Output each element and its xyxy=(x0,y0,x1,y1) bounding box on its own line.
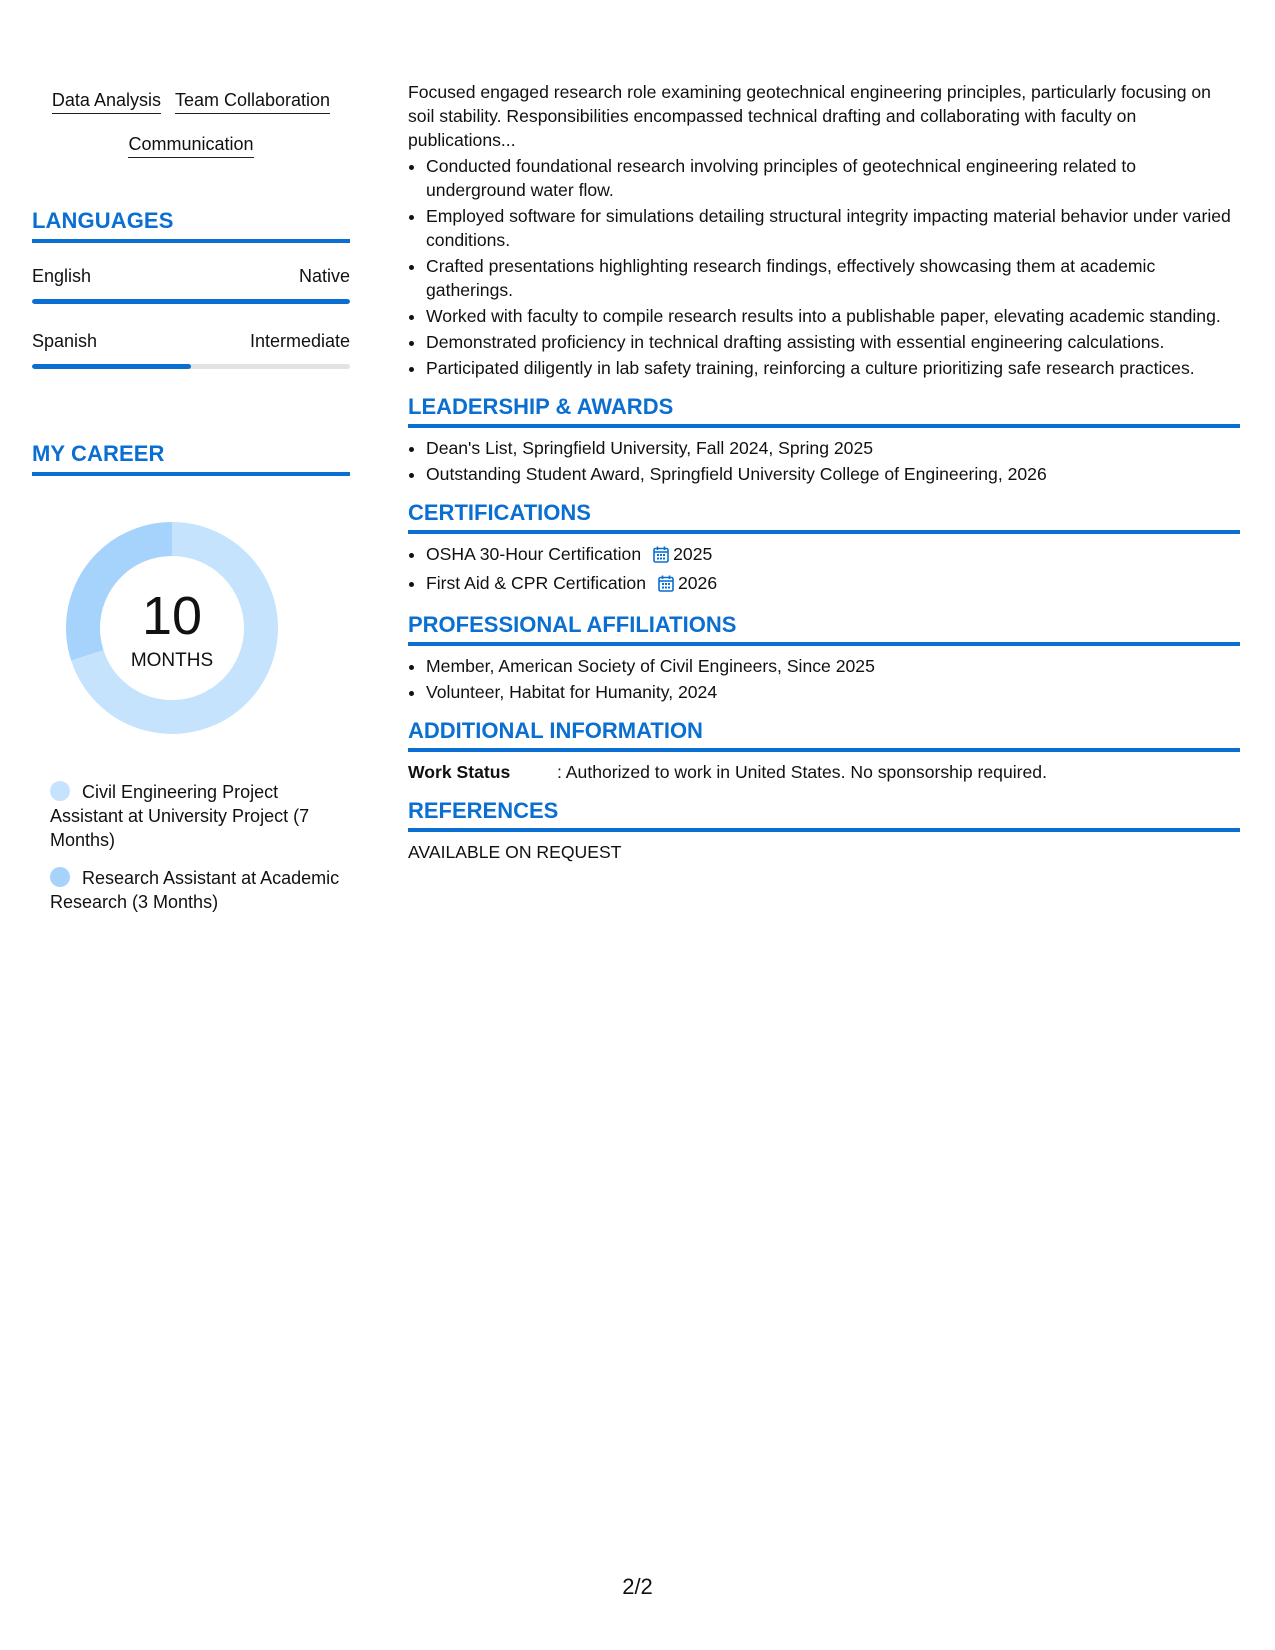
legend-dot xyxy=(50,867,70,887)
language-name: English xyxy=(32,266,92,286)
page-number: 2/2 xyxy=(622,1574,653,1599)
list-item: • Demonstrated proficiency in technical drafting assisting with essential engineering calculations. xyxy=(426,330,1240,354)
legend-item xyxy=(50,780,350,852)
list-item: • Conducted foundational research involving principles of geotechnical engineering related to underground water flow. xyxy=(426,154,1240,202)
language-name: Spanish xyxy=(32,331,98,351)
language-item xyxy=(32,265,350,304)
certification-name: OSHA 30-Hour Certification xyxy=(426,544,642,564)
certifications-heading: CERTIFICATIONS xyxy=(408,500,1240,534)
language-proficiency-bar xyxy=(32,364,350,369)
list-item: • Outstanding Student Award, Springfield University College of Engineering, 2026 xyxy=(426,462,1240,486)
list-item: • Employed software for simulations detailing structural integrity impacting material behavior under varied conditions. xyxy=(426,204,1240,252)
certifications-list xyxy=(408,542,1240,598)
list-item: • Worked with faculty to compile research results into a publishable paper, elevating academic standing. xyxy=(426,304,1240,328)
leadership-heading: LEADERSHIP & AWARDS xyxy=(408,394,1240,428)
career-total-value: 10 xyxy=(141,586,203,646)
list-item xyxy=(426,542,1240,569)
work-status-row xyxy=(408,760,1240,784)
language-proficiency-bar xyxy=(32,299,350,304)
calendar-icon xyxy=(653,545,669,569)
career-total-unit: MONTHS xyxy=(130,650,214,671)
leadership-list xyxy=(408,436,1240,486)
certification-name: First Aid & CPR Certification xyxy=(426,573,646,593)
skill-tag: Team Collaboration xyxy=(175,88,330,114)
work-status-value: : Authorized to work in United States. No sponsorship required. xyxy=(557,762,1047,782)
additional-info-heading: ADDITIONAL INFORMATION xyxy=(408,718,1240,752)
language-level: Native xyxy=(298,266,350,286)
language-proficiency-fill xyxy=(32,364,191,369)
career-donut-chart xyxy=(32,516,350,746)
language-item xyxy=(32,330,350,369)
career-section xyxy=(32,441,350,914)
list-item: • Participated diligently in lab safety training, reinforcing a culture prioritizing safe research practices. xyxy=(426,356,1240,380)
legend-label: Research Assistant at Academic Research (3 Months) xyxy=(50,868,340,912)
left-column xyxy=(32,84,350,928)
references-text: AVAILABLE ON REQUEST xyxy=(408,842,622,862)
list-item: • Crafted presentations highlighting research findings, effectively showcasing them at academic gatherings. xyxy=(426,254,1240,302)
list-item: • Volunteer, Habitat for Humanity, 2024 xyxy=(426,680,1240,704)
language-level: Intermediate xyxy=(249,331,350,351)
experience-summary: Focused engaged research role examining geotechnical engineering principles, particularly focusing on soil stability. Responsibilities encompassed technical drafting and collaborating with faculty on publications... xyxy=(408,82,1211,150)
list-item: • Member, American Society of Civil Engineers, Since 2025 xyxy=(426,654,1240,678)
certification-year: 2026 xyxy=(677,573,718,593)
work-status-key: Work Status xyxy=(408,762,511,782)
experience-bullets xyxy=(408,154,1240,380)
right-column xyxy=(408,80,1240,864)
skill-tag: Data Analysis xyxy=(52,88,161,114)
language-proficiency-fill xyxy=(32,299,350,304)
affiliations-heading: PROFESSIONAL AFFILIATIONS xyxy=(408,612,1240,646)
career-legend xyxy=(32,780,350,914)
career-heading: MY CAREER xyxy=(32,441,350,476)
references-heading: REFERENCES xyxy=(408,798,1240,832)
skill-tag: Communication xyxy=(128,132,253,158)
legend-dot xyxy=(50,781,70,801)
list-item xyxy=(426,571,1240,598)
list-item: • Dean's List, Springfield University, Fall 2024, Spring 2025 xyxy=(426,436,1240,460)
certification-year: 2025 xyxy=(673,544,713,564)
legend-label: Civil Engineering Project Assistant at University Project (7 Months) xyxy=(50,782,310,850)
legend-item xyxy=(50,866,350,914)
languages-heading: LANGUAGES xyxy=(32,208,350,243)
calendar-icon xyxy=(658,574,674,598)
career-donut-svg xyxy=(32,516,350,746)
languages-section xyxy=(32,208,350,369)
affiliations-list xyxy=(408,654,1240,704)
skills-list xyxy=(32,84,350,172)
